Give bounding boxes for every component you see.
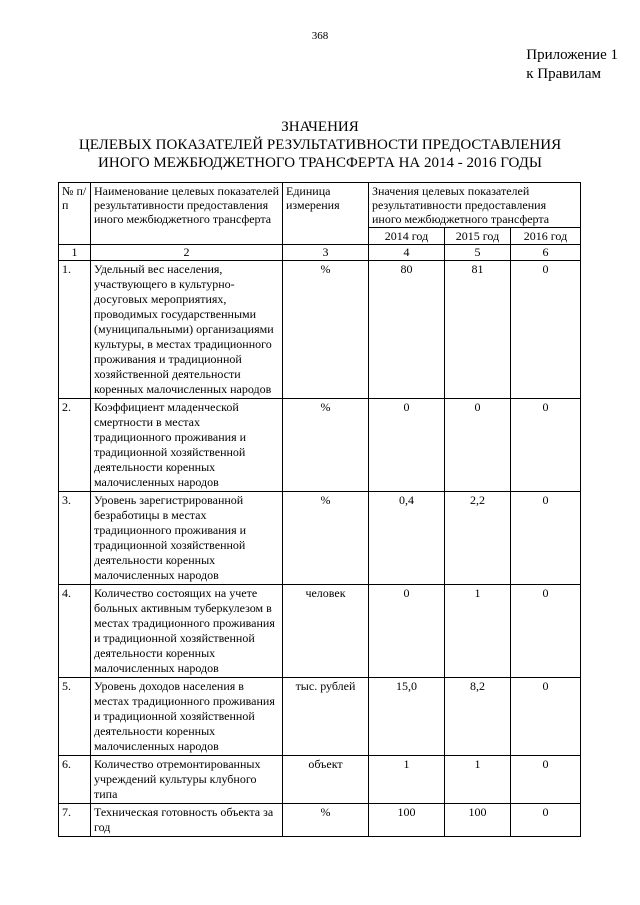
- row-indicator-name: Количество отремонтированных учреждений культуры клубного типа: [91, 756, 283, 804]
- row-value-2015: 0: [445, 399, 511, 492]
- col-number: 6: [511, 245, 581, 261]
- header-year-2015: 2015 год: [445, 228, 511, 245]
- row-unit: объект: [283, 756, 369, 804]
- col-number: 1: [59, 245, 91, 261]
- row-value-2015: 2,2: [445, 492, 511, 585]
- row-number: 4.: [59, 585, 91, 678]
- table-row: [59, 585, 581, 678]
- table-row: [59, 399, 581, 492]
- row-value-2015: 8,2: [445, 678, 511, 756]
- appendix-line-2: к Правилам: [526, 66, 602, 82]
- header-row: [59, 183, 581, 228]
- row-value-2014: 15,0: [369, 678, 445, 756]
- row-value-2016: 0: [511, 492, 581, 585]
- row-unit: %: [283, 261, 369, 399]
- row-unit: %: [283, 492, 369, 585]
- row-indicator-name: Коэффициент младенческой смертности в местах традиционного проживания и традиционной хозяйственной деятельности коренных малочисленных народов: [91, 399, 283, 492]
- row-value-2016: 0: [511, 399, 581, 492]
- row-value-2014: 1: [369, 756, 445, 804]
- row-number: 7.: [59, 804, 91, 837]
- header-num: № п/п: [59, 183, 91, 245]
- header-year-2014: 2014 год: [369, 228, 445, 245]
- page-number: 368: [311, 30, 329, 42]
- row-value-2016: 0: [511, 756, 581, 804]
- row-value-2014: 100: [369, 804, 445, 837]
- row-indicator-name: Техническая готовность объекта за год: [91, 804, 283, 837]
- row-indicator-name: Удельный вес населения, участвующего в культурно-досуговых мероприятиях, проводимых государственными (муниципальными) организациями культуры, в местах традиционного проживания и традиционной хозяйственной деятельности коренных малочисленных народов: [91, 261, 283, 399]
- row-number: 3.: [59, 492, 91, 585]
- col-number: 2: [91, 245, 283, 261]
- row-value-2015: 81: [445, 261, 511, 399]
- row-value-2015: 1: [445, 585, 511, 678]
- row-unit: человек: [283, 585, 369, 678]
- row-value-2016: 0: [511, 585, 581, 678]
- indicators-table: [58, 182, 581, 837]
- document-title: [0, 118, 640, 172]
- appendix-label: [526, 46, 618, 84]
- row-number: 1.: [59, 261, 91, 399]
- column-number-row: [59, 245, 581, 261]
- row-value-2014: 0: [369, 585, 445, 678]
- header-values: Значения целевых показателей результативности предоставления иного межбюджетного трансферта: [369, 183, 581, 228]
- table-row: [59, 756, 581, 804]
- row-indicator-name: Количество состоящих на учете больных активным туберкулезом в местах традиционного проживания и традиционной хозяйственной деятельности коренных малочисленных народов: [91, 585, 283, 678]
- row-unit: тыс. рублей: [283, 678, 369, 756]
- row-value-2015: 1: [445, 756, 511, 804]
- row-number: 2.: [59, 399, 91, 492]
- title-line-2: ЦЕЛЕВЫХ ПОКАЗАТЕЛЕЙ РЕЗУЛЬТАТИВНОСТИ ПРЕДОСТАВЛЕНИЯ: [78, 137, 562, 153]
- header-year-2016: 2016 год: [511, 228, 581, 245]
- title-line-3: ИНОГО МЕЖБЮДЖЕТНОГО ТРАНСФЕРТА НА 2014 - 2016 ГОДЫ: [98, 155, 542, 171]
- row-number: 5.: [59, 678, 91, 756]
- row-value-2014: 80: [369, 261, 445, 399]
- header-unit: Единица измерения: [283, 183, 369, 245]
- row-value-2016: 0: [511, 261, 581, 399]
- col-number: 3: [283, 245, 369, 261]
- col-number: 5: [445, 245, 511, 261]
- row-indicator-name: Уровень доходов населения в местах традиционного проживания и традиционной хозяйственной деятельности коренных малочисленных народов: [91, 678, 283, 756]
- row-number: 6.: [59, 756, 91, 804]
- row-unit: %: [283, 804, 369, 837]
- row-value-2014: 0,4: [369, 492, 445, 585]
- row-unit: %: [283, 399, 369, 492]
- table-row: [59, 678, 581, 756]
- appendix-line-1: Приложение 1: [526, 47, 618, 63]
- col-number: 4: [369, 245, 445, 261]
- row-value-2016: 0: [511, 804, 581, 837]
- row-value-2016: 0: [511, 678, 581, 756]
- table-row: [59, 804, 581, 837]
- title-line-1: ЗНАЧЕНИЯ: [281, 119, 359, 135]
- row-value-2014: 0: [369, 399, 445, 492]
- table-row: [59, 261, 581, 399]
- table-row: [59, 492, 581, 585]
- row-indicator-name: Уровень зарегистрированной безработицы в местах традиционного проживания и традиционной хозяйственной деятельности коренных малочисленных народов: [91, 492, 283, 585]
- header-name: Наименование целевых показателей результативности предоставления иного межбюджетного трансферта: [91, 183, 283, 245]
- row-value-2015: 100: [445, 804, 511, 837]
